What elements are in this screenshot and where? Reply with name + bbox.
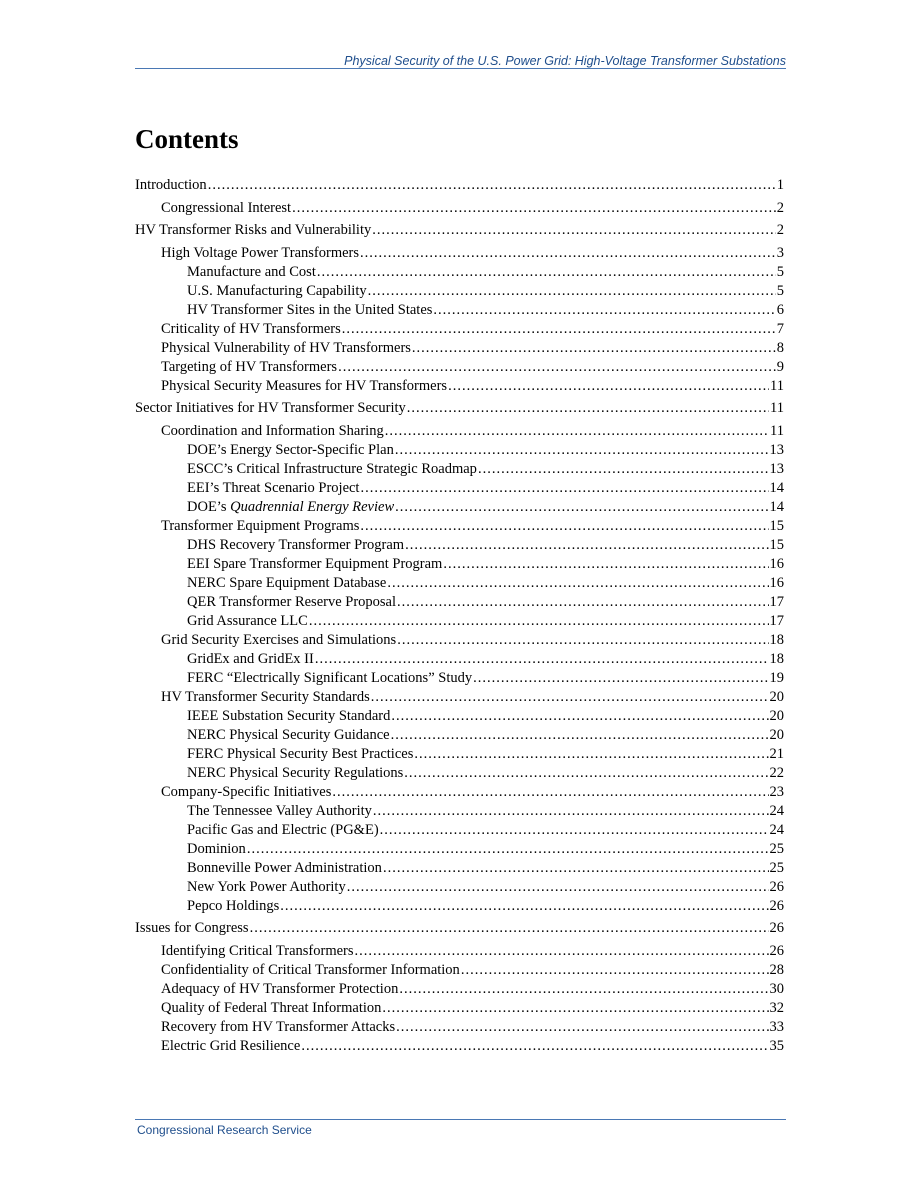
toc-entry-label: Transformer Equipment Programs xyxy=(161,517,360,534)
toc-entry[interactable] xyxy=(135,282,784,301)
dot-leader xyxy=(372,221,776,240)
dot-leader xyxy=(397,593,768,612)
toc-entry-label: FERC “Electrically Significant Locations” Study xyxy=(187,669,473,686)
toc-page-number: 26 xyxy=(769,942,784,959)
toc-entry-label: Recovery from HV Transformer Attacks xyxy=(161,1018,396,1035)
dot-leader xyxy=(405,536,768,555)
toc-entry[interactable] xyxy=(135,339,784,358)
dot-leader xyxy=(396,1018,768,1037)
toc-entry-label: Bonneville Power Administration xyxy=(187,859,382,876)
toc-page-number: 25 xyxy=(769,859,784,876)
toc-page-number: 8 xyxy=(776,339,784,356)
dot-leader xyxy=(368,282,776,301)
toc-entry-label: QER Transformer Reserve Proposal xyxy=(187,593,397,610)
toc-entry-label: Criticality of HV Transformers xyxy=(161,320,341,337)
toc-entry-label: Congressional Interest xyxy=(161,199,292,216)
running-header: Physical Security of the U.S. Power Grid: High-Voltage Transformer Substations xyxy=(344,54,786,68)
toc-entry-label: Grid Assurance LLC xyxy=(187,612,308,629)
toc-page-number: 20 xyxy=(769,688,784,705)
toc-page-number: 6 xyxy=(776,301,784,318)
toc-entry-label: ESCC’s Critical Infrastructure Strategic Roadmap xyxy=(187,460,477,477)
dot-leader xyxy=(247,840,769,859)
toc-page-number: 2 xyxy=(776,199,784,216)
toc-entry[interactable] xyxy=(135,1018,784,1037)
toc-page-number: 7 xyxy=(776,320,784,337)
toc-entry-label: Coordination and Information Sharing xyxy=(161,422,384,439)
toc-entry-label: U.S. Manufacturing Capability xyxy=(187,282,367,299)
toc-entry-label: High Voltage Power Transformers xyxy=(161,244,360,261)
page-title: Contents xyxy=(135,124,239,154)
toc-entry[interactable] xyxy=(135,1037,784,1056)
toc-entry[interactable] xyxy=(135,422,784,441)
toc-entry-label: HV Transformer Sites in the United States xyxy=(187,301,433,318)
dot-leader xyxy=(371,688,769,707)
dot-leader xyxy=(355,942,769,961)
dot-leader xyxy=(478,460,769,479)
dot-leader xyxy=(360,517,768,536)
toc-entry[interactable] xyxy=(135,942,784,961)
toc-page-number: 14 xyxy=(769,498,784,515)
toc-entry-label: Pepco Holdings xyxy=(187,897,280,914)
dot-leader xyxy=(383,859,769,878)
toc-entry[interactable] xyxy=(135,377,784,396)
toc-page-number: 18 xyxy=(769,650,784,667)
toc-entry-label: Manufacture and Cost xyxy=(187,263,316,280)
toc-entry[interactable] xyxy=(135,555,784,574)
toc-entry-label: DOE’s Energy Sector-Specific Plan xyxy=(187,441,394,458)
dot-leader xyxy=(315,650,769,669)
toc-page-number: 23 xyxy=(769,783,784,800)
toc-page-number: 32 xyxy=(769,999,784,1016)
toc-entry-label: HV Transformer Risks and Vulnerability xyxy=(135,222,372,238)
toc-entry-label: Introduction xyxy=(135,177,207,193)
toc-entry[interactable] xyxy=(135,878,784,897)
toc-entry-label: IEEE Substation Security Standard xyxy=(187,707,391,724)
dot-leader xyxy=(301,1037,768,1056)
toc-entry[interactable] xyxy=(135,897,784,916)
toc-page-number: 17 xyxy=(769,593,784,610)
dot-leader xyxy=(391,726,769,745)
toc-entry[interactable] xyxy=(135,840,784,859)
footer-publisher: Congressional Research Service xyxy=(137,1123,312,1137)
dot-leader xyxy=(360,479,768,498)
toc-entry[interactable] xyxy=(135,631,784,650)
toc-page-number: 9 xyxy=(776,358,784,375)
toc-entry[interactable] xyxy=(135,688,784,707)
dot-leader xyxy=(280,897,768,916)
toc-page-number: 26 xyxy=(769,897,784,914)
toc-page-number: 11 xyxy=(770,422,784,439)
dot-leader xyxy=(397,631,768,650)
toc-entry-label: Physical Security Measures for HV Transformers xyxy=(161,377,448,394)
dot-leader xyxy=(338,358,776,377)
toc-entry-label: Identifying Critical Transformers xyxy=(161,942,354,959)
toc-entry[interactable] xyxy=(135,745,784,764)
toc-entry[interactable] xyxy=(135,399,784,418)
toc-entry-label-prefix: DOE’s xyxy=(187,498,231,515)
dot-leader xyxy=(395,498,768,517)
toc-page-number: 25 xyxy=(769,840,784,857)
toc-entry-label: Physical Vulnerability of HV Transformers xyxy=(161,339,411,356)
toc-page-number: 30 xyxy=(769,980,784,997)
toc-entry[interactable] xyxy=(135,460,784,479)
toc-page-number: 5 xyxy=(776,282,784,299)
dot-leader xyxy=(407,399,769,418)
toc-entry-label: NERC Spare Equipment Database xyxy=(187,574,387,591)
dot-leader xyxy=(317,263,776,282)
toc-page-number: 26 xyxy=(769,920,784,936)
dot-leader xyxy=(347,878,769,897)
toc-entry[interactable] xyxy=(135,859,784,878)
toc-page-number: 26 xyxy=(769,878,784,895)
dot-leader xyxy=(332,783,768,802)
toc-entry[interactable] xyxy=(135,320,784,339)
toc-page-number: 3 xyxy=(776,244,784,261)
toc-entry[interactable] xyxy=(135,263,784,282)
toc-page-number: 20 xyxy=(769,726,784,743)
footer-rule xyxy=(135,1119,786,1120)
toc-entry-label: Issues for Congress xyxy=(135,920,249,936)
dot-leader xyxy=(309,612,769,631)
toc-entry[interactable] xyxy=(135,764,784,783)
toc-entry[interactable] xyxy=(135,802,784,821)
header-rule xyxy=(135,68,786,69)
toc-page-number: 33 xyxy=(769,1018,784,1035)
toc-entry-label: Confidentiality of Critical Transformer Information xyxy=(161,961,460,978)
toc-entry-label: GridEx and GridEx II xyxy=(187,650,314,667)
toc-page-number: 13 xyxy=(769,441,784,458)
toc-entry-label: Sector Initiatives for HV Transformer Security xyxy=(135,400,406,416)
dot-leader xyxy=(382,999,768,1018)
dot-leader xyxy=(412,339,776,358)
toc-entry[interactable] xyxy=(135,221,784,240)
toc-entry[interactable] xyxy=(135,593,784,612)
table-of-contents xyxy=(135,176,784,1056)
toc-page-number: 16 xyxy=(769,555,784,572)
toc-page-number: 14 xyxy=(769,479,784,496)
dot-leader xyxy=(443,555,768,574)
dot-leader xyxy=(395,441,769,460)
toc-entry-label: Adequacy of HV Transformer Protection xyxy=(161,980,399,997)
toc-entry-label: The Tennessee Valley Authority xyxy=(187,802,372,819)
toc-entry[interactable] xyxy=(135,574,784,593)
toc-entry-label-italic: Quadrennial Energy Review xyxy=(230,498,395,515)
toc-page-number: 35 xyxy=(769,1037,784,1054)
toc-entry[interactable] xyxy=(135,650,784,669)
toc-entry[interactable] xyxy=(135,919,784,938)
toc-entry-label: DHS Recovery Transformer Program xyxy=(187,536,405,553)
toc-entry[interactable] xyxy=(135,517,784,536)
dot-leader xyxy=(391,707,768,726)
toc-entry[interactable] xyxy=(135,783,784,802)
dot-leader xyxy=(433,301,775,320)
dot-leader xyxy=(399,980,768,999)
dot-leader xyxy=(414,745,768,764)
toc-entry[interactable] xyxy=(135,536,784,555)
toc-entry-label: FERC Physical Security Best Practices xyxy=(187,745,414,762)
toc-entry[interactable] xyxy=(135,301,784,320)
toc-page-number: 19 xyxy=(769,669,784,686)
toc-entry-label: New York Power Authority xyxy=(187,878,346,895)
toc-entry[interactable] xyxy=(135,961,784,980)
dot-leader xyxy=(342,320,776,339)
dot-leader xyxy=(448,377,769,396)
toc-entry[interactable] xyxy=(135,358,784,377)
toc-page-number: 2 xyxy=(776,222,784,238)
dot-leader xyxy=(292,199,776,218)
toc-page-number: 11 xyxy=(770,400,784,416)
toc-entry-label: NERC Physical Security Guidance xyxy=(187,726,390,743)
toc-page-number: 11 xyxy=(770,377,784,394)
dot-leader xyxy=(360,244,776,263)
dot-leader xyxy=(208,176,776,195)
toc-page-number: 16 xyxy=(769,574,784,591)
toc-page-number: 21 xyxy=(769,745,784,762)
toc-page-number: 17 xyxy=(769,612,784,629)
toc-page-number: 24 xyxy=(769,802,784,819)
toc-entry[interactable] xyxy=(135,669,784,688)
toc-entry-label: Quality of Federal Threat Information xyxy=(161,999,382,1016)
toc-page-number: 15 xyxy=(769,517,784,534)
toc-entry-label: Dominion xyxy=(187,840,246,857)
toc-entry-label: Grid Security Exercises and Simulations xyxy=(161,631,397,648)
toc-entry-label: EEI Spare Transformer Equipment Program xyxy=(187,555,443,572)
toc-entry[interactable] xyxy=(135,999,784,1018)
dot-leader xyxy=(385,422,769,441)
toc-entry[interactable] xyxy=(135,244,784,263)
toc-entry-label xyxy=(187,498,394,517)
dot-leader xyxy=(404,764,768,783)
toc-entry[interactable] xyxy=(135,498,784,517)
dot-leader xyxy=(461,961,769,980)
toc-page-number: 28 xyxy=(769,961,784,978)
dot-leader xyxy=(473,669,768,688)
toc-entry[interactable] xyxy=(135,441,784,460)
dot-leader xyxy=(250,919,769,938)
toc-entry-label: Company-Specific Initiatives xyxy=(161,783,332,800)
toc-page-number: 5 xyxy=(776,263,784,280)
toc-entry[interactable] xyxy=(135,707,784,726)
toc-entry-label: NERC Physical Security Regulations xyxy=(187,764,404,781)
toc-page-number: 20 xyxy=(769,707,784,724)
toc-entry[interactable] xyxy=(135,612,784,631)
dot-leader xyxy=(373,802,769,821)
toc-entry[interactable] xyxy=(135,176,784,195)
toc-entry[interactable] xyxy=(135,980,784,999)
dot-leader xyxy=(387,574,768,593)
toc-entry-label: EEI’s Threat Scenario Project xyxy=(187,479,360,496)
toc-page-number: 1 xyxy=(776,177,784,193)
toc-entry-label: Pacific Gas and Electric (PG&E) xyxy=(187,821,379,838)
toc-page-number: 13 xyxy=(769,460,784,477)
toc-page-number: 18 xyxy=(769,631,784,648)
dot-leader xyxy=(380,821,769,840)
toc-entry-label: HV Transformer Security Standards xyxy=(161,688,370,705)
toc-entry-label: Targeting of HV Transformers xyxy=(161,358,338,375)
toc-entry[interactable] xyxy=(135,726,784,745)
toc-page-number: 24 xyxy=(769,821,784,838)
toc-entry-label: Electric Grid Resilience xyxy=(161,1037,301,1054)
toc-page-number: 15 xyxy=(769,536,784,553)
toc-page-number: 22 xyxy=(769,764,784,781)
toc-entry[interactable] xyxy=(135,821,784,840)
toc-entry[interactable] xyxy=(135,479,784,498)
toc-entry[interactable] xyxy=(135,199,784,218)
